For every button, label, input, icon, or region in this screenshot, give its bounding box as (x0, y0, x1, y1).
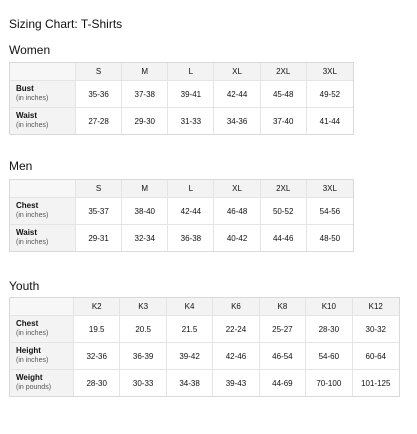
measurement-label: Chest (16, 201, 39, 210)
measurement-value: 36-38 (168, 224, 214, 251)
men-section-title: Men (9, 159, 33, 173)
table-row (10, 224, 353, 251)
measurement-unit: (in inches) (16, 122, 49, 129)
size-column-header: K8 (260, 298, 306, 315)
measurement-value: 29-30 (122, 107, 168, 134)
measurement-value: 29-31 (76, 224, 122, 251)
size-column-header: K4 (167, 298, 213, 315)
measurement-value: 46-54 (260, 342, 306, 369)
header-row (10, 63, 353, 80)
youth-size-table (9, 297, 400, 397)
men-size-table (9, 179, 354, 252)
size-column-header: L (168, 63, 214, 80)
measurement-value: 48-50 (307, 224, 353, 251)
page-title: Sizing Chart: T-Shirts (9, 17, 123, 31)
size-column-header: S (76, 63, 122, 80)
row-header (10, 197, 76, 224)
measurement-unit: (in inches) (16, 239, 49, 246)
measurement-value: 54-56 (307, 197, 353, 224)
size-column-header: K12 (353, 298, 399, 315)
header-row (10, 298, 399, 315)
measurement-value: 45-48 (261, 80, 307, 107)
header-row (10, 180, 353, 197)
measurement-value: 39-41 (168, 80, 214, 107)
measurement-value: 42-46 (213, 342, 259, 369)
measurement-value: 31-33 (168, 107, 214, 134)
measurement-value: 34-38 (167, 369, 213, 396)
size-column-header: L (168, 180, 214, 197)
size-column-header: M (122, 63, 168, 80)
measurement-value: 44-69 (260, 369, 306, 396)
measurement-value: 21.5 (167, 315, 213, 342)
table-row (10, 315, 399, 342)
size-column-header: K10 (306, 298, 352, 315)
measurement-value: 37-38 (122, 80, 168, 107)
measurement-value: 30-32 (353, 315, 399, 342)
measurement-unit: (in inches) (16, 330, 49, 337)
measurement-value: 22-24 (213, 315, 259, 342)
measurement-label: Bust (16, 84, 34, 93)
measurement-label: Chest (16, 319, 39, 328)
measurement-value: 34-36 (214, 107, 260, 134)
table-row (10, 107, 353, 134)
table-row (10, 197, 353, 224)
size-column-header: K2 (74, 298, 120, 315)
measurement-value: 28-30 (74, 369, 120, 396)
measurement-value: 20.5 (120, 315, 166, 342)
measurement-value: 101-125 (353, 369, 399, 396)
row-header (10, 342, 74, 369)
measurement-value: 70-100 (306, 369, 352, 396)
measurement-value: 36-39 (120, 342, 166, 369)
measurement-value: 35-37 (76, 197, 122, 224)
measurement-value: 37-40 (261, 107, 307, 134)
measurement-unit: (in inches) (16, 95, 49, 102)
measurement-value: 32-36 (74, 342, 120, 369)
youth-section-title: Youth (9, 279, 40, 293)
measurement-value: 54-60 (306, 342, 352, 369)
measurement-value: 42-44 (214, 80, 260, 107)
size-column-header: M (122, 180, 168, 197)
measurement-value: 60-64 (353, 342, 399, 369)
size-column-header: 2XL (261, 63, 307, 80)
row-header (10, 107, 76, 134)
table-row (10, 369, 399, 396)
size-column-header: S (76, 180, 122, 197)
measurement-value: 40-42 (214, 224, 260, 251)
measurement-value: 50-52 (261, 197, 307, 224)
measurement-value: 41-44 (307, 107, 353, 134)
measurement-label: Weight (16, 373, 43, 382)
measurement-unit: (in inches) (16, 357, 49, 364)
measurement-value: 39-42 (167, 342, 213, 369)
measurement-value: 19.5 (74, 315, 120, 342)
measurement-value: 46-48 (214, 197, 260, 224)
size-column-header: 3XL (307, 63, 353, 80)
table-row (10, 80, 353, 107)
women-size-table (9, 62, 354, 135)
row-header (10, 80, 76, 107)
corner-cell (10, 298, 74, 315)
measurement-label: Waist (16, 111, 38, 120)
measurement-value: 49-52 (307, 80, 353, 107)
measurement-unit: (in pounds) (16, 384, 52, 391)
measurement-value: 28-30 (306, 315, 352, 342)
size-column-header: XL (214, 180, 260, 197)
measurement-value: 27-28 (76, 107, 122, 134)
size-column-header: K6 (213, 298, 259, 315)
measurement-unit: (in inches) (16, 212, 49, 219)
measurement-value: 42-44 (168, 197, 214, 224)
measurement-value: 44-46 (261, 224, 307, 251)
table-row (10, 342, 399, 369)
measurement-value: 38-40 (122, 197, 168, 224)
row-header (10, 369, 74, 396)
measurement-label: Height (16, 346, 41, 355)
measurement-label: Waist (16, 228, 38, 237)
measurement-value: 39-43 (213, 369, 259, 396)
size-column-header: XL (214, 63, 260, 80)
size-column-header: 2XL (261, 180, 307, 197)
women-section-title: Women (9, 43, 51, 57)
row-header (10, 224, 76, 251)
row-header (10, 315, 74, 342)
measurement-value: 32-34 (122, 224, 168, 251)
measurement-value: 30-33 (120, 369, 166, 396)
corner-cell (10, 63, 76, 80)
measurement-value: 25-27 (260, 315, 306, 342)
size-column-header: K3 (120, 298, 166, 315)
measurement-value: 35-36 (76, 80, 122, 107)
corner-cell (10, 180, 76, 197)
size-column-header: 3XL (307, 180, 353, 197)
